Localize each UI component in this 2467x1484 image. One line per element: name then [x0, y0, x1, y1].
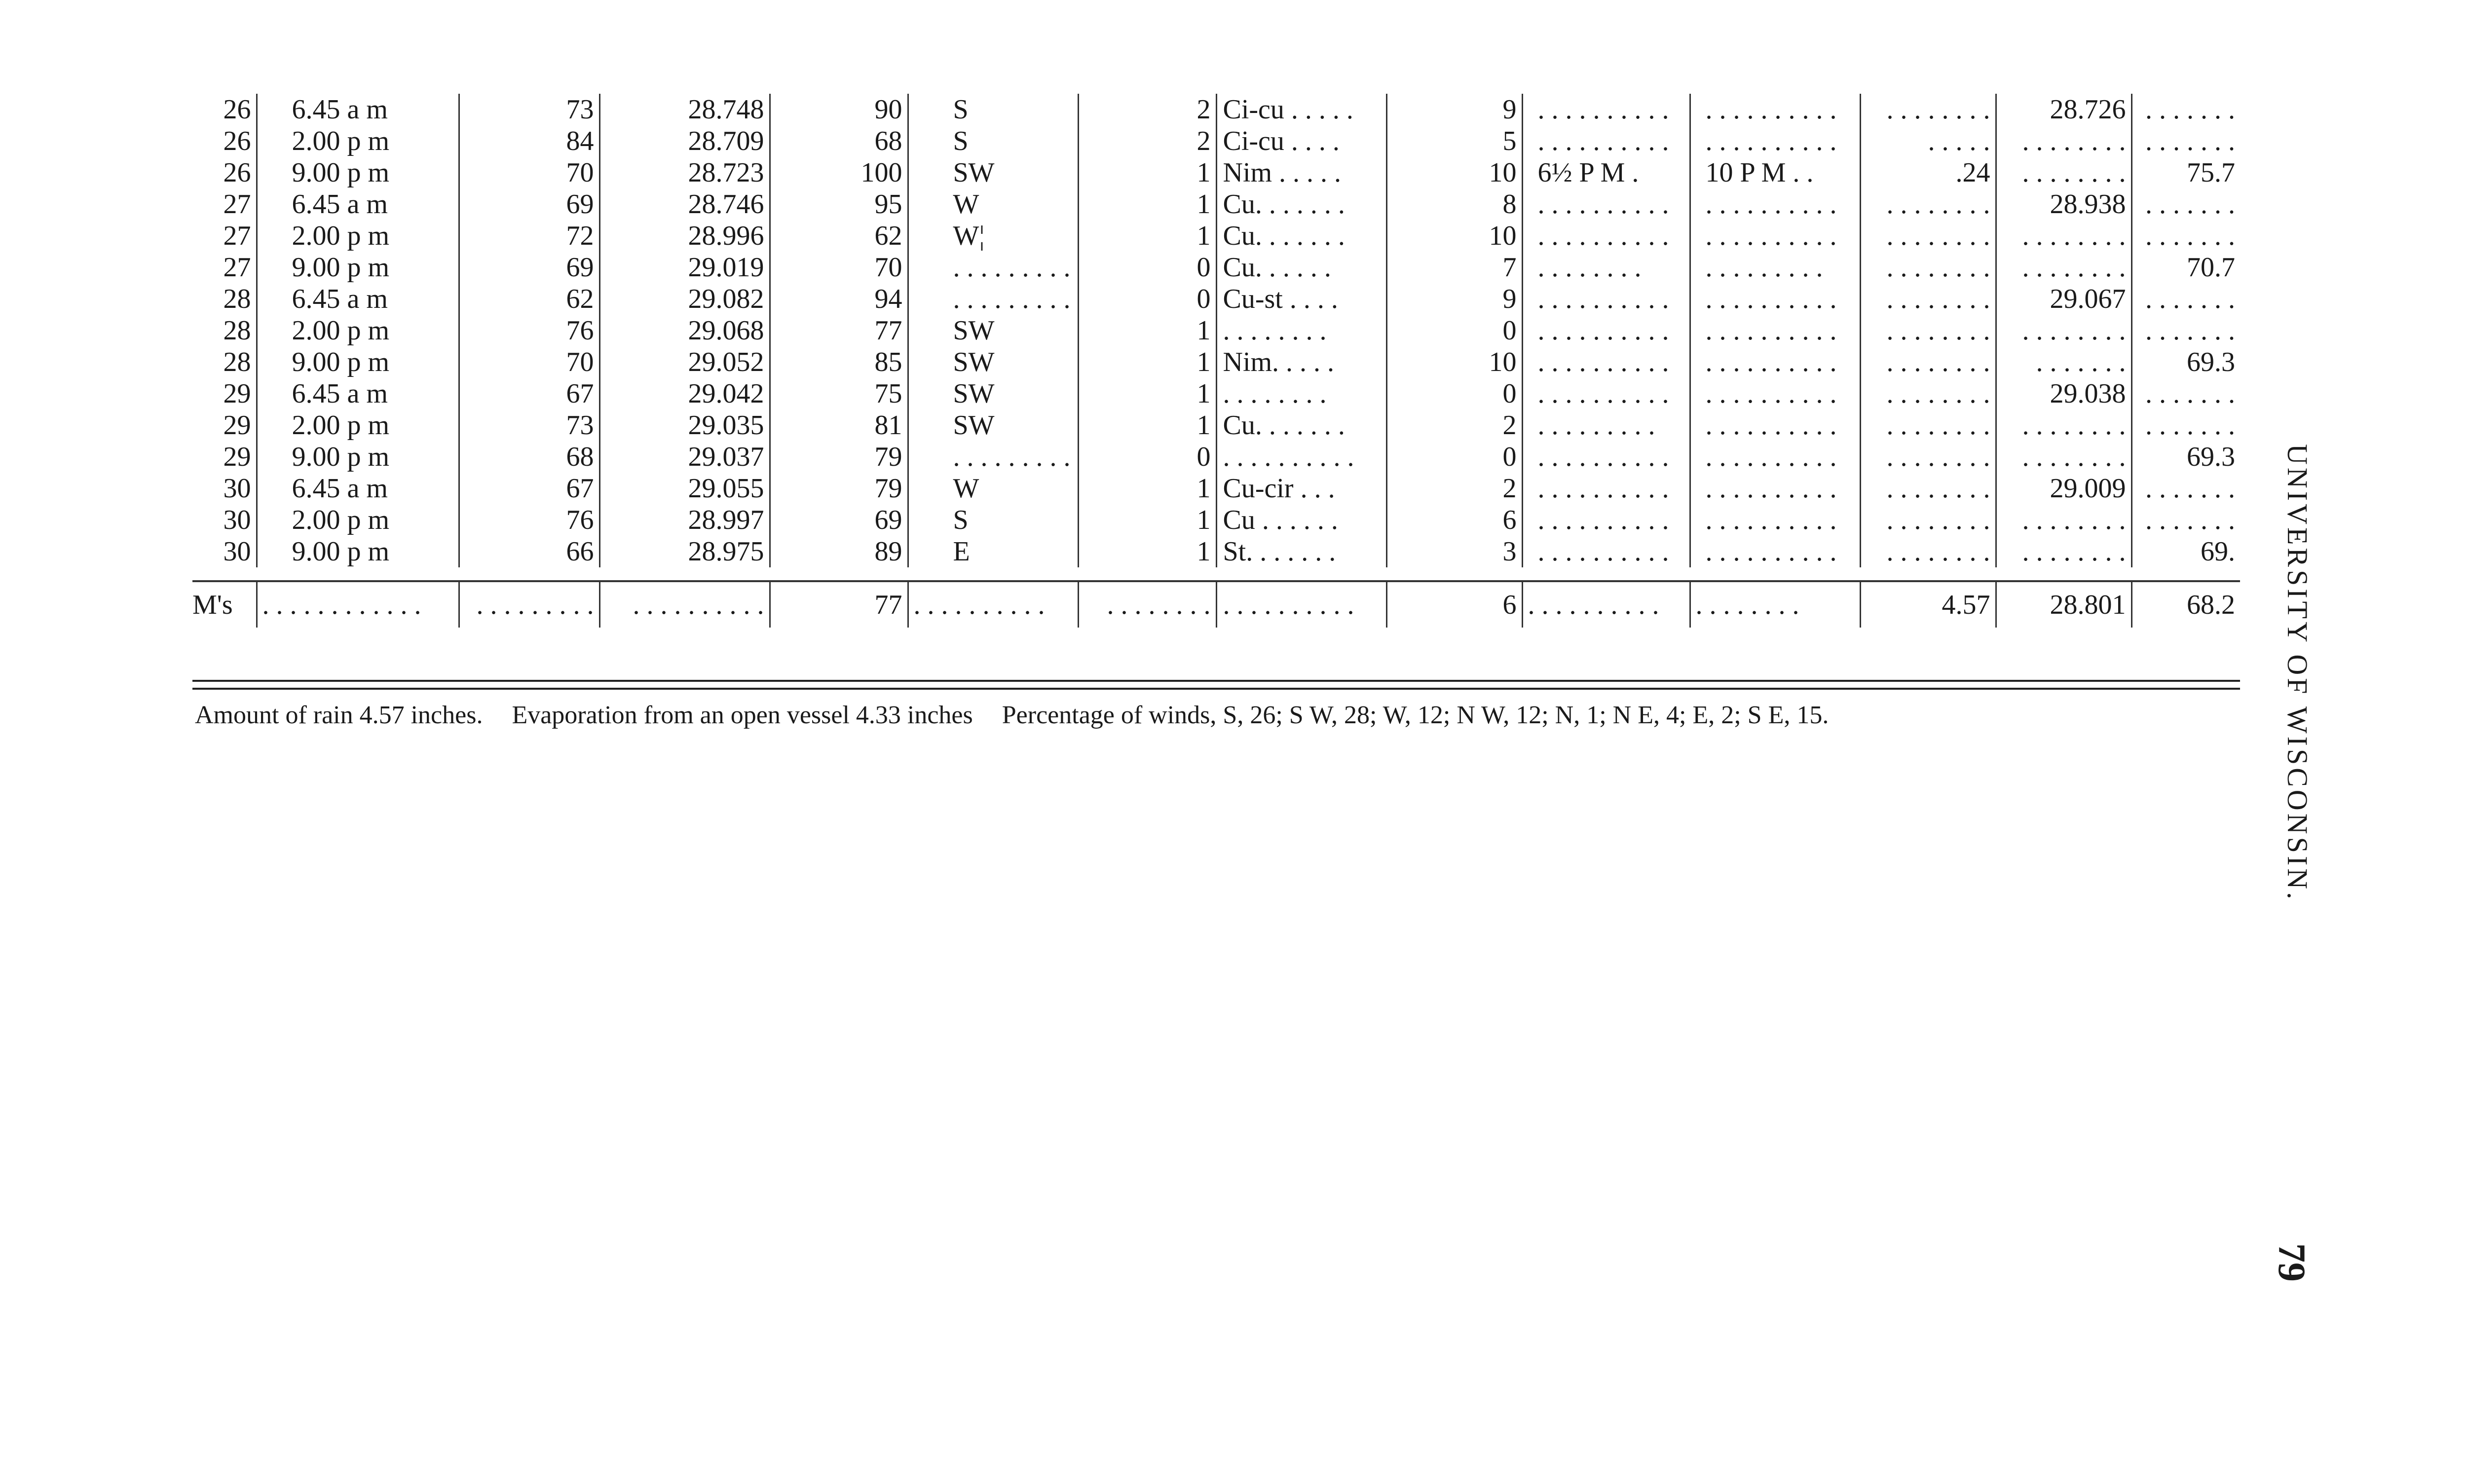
observations-body [192, 94, 2240, 567]
rain-end-cell: . . . . . . . . . . [1690, 409, 1860, 441]
wind-force-cell: 1 [1078, 315, 1216, 346]
temperature-mean-cell: 69. [2131, 536, 2240, 567]
weather-observations-table [192, 94, 2240, 628]
humidity-cell: 94 [770, 283, 908, 315]
wind-force-cell: 1 [1078, 378, 1216, 409]
table-row [192, 504, 2240, 536]
means-wind-force: . . . . . . . . [1078, 581, 1216, 628]
table-row [192, 157, 2240, 188]
cloud-kind-cell: Ci-cu . . . . [1216, 125, 1386, 157]
temperature-mean-cell: . . . . . . . [2131, 220, 2240, 252]
day-cell: 30 [223, 473, 251, 504]
temperature-mean-cell: . . . . . . . [2131, 188, 2240, 220]
humidity-cell: 85 [770, 346, 908, 378]
barometer-mean-cell: . . . . . . . . [1996, 504, 2131, 536]
temperature-cell: 69 [459, 252, 599, 283]
day-cell: 29 [223, 410, 251, 441]
rain-end-cell: . . . . . . . . . . [1690, 283, 1860, 315]
wind-direction-cell: S [908, 504, 1078, 536]
temperature-mean-cell: . . . . . . . [2131, 504, 2240, 536]
wind-direction-cell: W [908, 473, 1078, 504]
wind-force-cell: 1 [1078, 157, 1216, 188]
rain-amount-cell: . . . . . . . . [1860, 94, 1996, 125]
temperature-cell: 76 [459, 504, 599, 536]
day-cell: 28 [223, 284, 251, 314]
humidity-cell: 68 [770, 125, 908, 157]
cloud-amount-cell: 10 [1386, 220, 1522, 252]
cloud-kind-cell: Ci-cu . . . . . [1216, 94, 1386, 125]
rain-amount-cell: . . . . . . . . [1860, 441, 1996, 473]
temperature-cell: 62 [459, 283, 599, 315]
rain-amount-cell: . . . . . . . . [1860, 346, 1996, 378]
weather-observations-table-container [192, 94, 2240, 628]
cloud-amount-cell: 2 [1386, 473, 1522, 504]
barometer-mean-cell: 28.726 [1996, 94, 2131, 125]
day-cell: 30 [223, 505, 251, 535]
means-label: M's [192, 581, 257, 628]
wind-direction-cell: E [908, 536, 1078, 567]
day-cell: 27 [223, 189, 251, 220]
table-bottom-rule-lower [192, 688, 2240, 690]
means-cloud-kind: . . . . . . . . . . [1216, 581, 1386, 628]
means-rain-end: . . . . . . . . [1690, 581, 1860, 628]
barometer-cell: 29.035 [599, 409, 770, 441]
rain-begin-cell: . . . . . . . . . . [1522, 283, 1690, 315]
wind-direction-cell: SW [908, 409, 1078, 441]
barometer-cell: 28.997 [599, 504, 770, 536]
wind-force-cell: 0 [1078, 252, 1216, 283]
day-cell: 29 [223, 378, 251, 409]
rain-end-cell: . . . . . . . . . . [1690, 220, 1860, 252]
cloud-kind-cell: Cu. . . . . . [1216, 252, 1386, 283]
wind-direction-cell: . . . . . . . . . [908, 283, 1078, 315]
means-temperature-mean: 68.2 [2131, 581, 2240, 628]
barometer-mean-cell: . . . . . . . . [1996, 315, 2131, 346]
means-body [192, 567, 2240, 628]
wind-force-cell: 1 [1078, 473, 1216, 504]
cloud-amount-cell: 9 [1386, 94, 1522, 125]
barometer-mean-cell: . . . . . . . . [1996, 441, 2131, 473]
table-row [192, 220, 2240, 252]
cloud-amount-cell: 2 [1386, 409, 1522, 441]
humidity-cell: 62 [770, 220, 908, 252]
rain-begin-cell: . . . . . . . . . . [1522, 473, 1690, 504]
temperature-mean-cell: 70.7 [2131, 252, 2240, 283]
table-row [192, 188, 2240, 220]
wind-direction-cell: SW [908, 315, 1078, 346]
temperature-mean-cell: . . . . . . . [2131, 125, 2240, 157]
time-cell: 6.45 a m [257, 378, 459, 409]
cloud-amount-cell: 0 [1386, 441, 1522, 473]
rain-begin-cell: . . . . . . . . . . [1522, 378, 1690, 409]
temperature-cell: 70 [459, 346, 599, 378]
temperature-mean-cell: 69.3 [2131, 346, 2240, 378]
barometer-cell: 28.975 [599, 536, 770, 567]
table-bottom-rule-upper [192, 680, 2240, 682]
table-row [192, 536, 2240, 567]
wind-force-cell: 1 [1078, 504, 1216, 536]
time-cell: 6.45 a m [257, 473, 459, 504]
cloud-kind-cell: . . . . . . . . . . [1216, 441, 1386, 473]
cloud-kind-cell: Cu. . . . . . . [1216, 188, 1386, 220]
cloud-kind-cell: Cu-st . . . . [1216, 283, 1386, 315]
means-time: . . . . . . . . . . . . [257, 581, 459, 628]
running-head: UNIVERSITY OF WISCONSIN. [2281, 444, 2314, 902]
barometer-mean-cell: . . . . . . . . [1996, 125, 2131, 157]
day-cell: 26 [223, 126, 251, 156]
rain-end-cell: . . . . . . . . . . [1690, 536, 1860, 567]
barometer-mean-cell: . . . . . . . [1996, 346, 2131, 378]
time-cell: 9.00 p m [257, 346, 459, 378]
means-temperature: . . . . . . . . . [459, 581, 599, 628]
rain-amount-cell: . . . . . . . . [1860, 315, 1996, 346]
rain-end-cell: . . . . . . . . . . [1690, 378, 1860, 409]
cloud-kind-cell: St. . . . . . . [1216, 536, 1386, 567]
wind-force-cell: 1 [1078, 220, 1216, 252]
rain-amount-cell: . . . . . . . . [1860, 188, 1996, 220]
rain-end-cell: 10 P M . . [1690, 157, 1860, 188]
time-cell: 2.00 p m [257, 220, 459, 252]
temperature-cell: 67 [459, 473, 599, 504]
wind-force-cell: 2 [1078, 94, 1216, 125]
cloud-kind-cell: Cu. . . . . . . [1216, 220, 1386, 252]
wind-direction-cell: W¦ [908, 220, 1078, 252]
means-rain-begin: . . . . . . . . . . [1522, 581, 1690, 628]
footnote-wind-percentages: Percentage of winds, S, 26; S W, 28; W, 12; N W, 12; N, 1; N E, 4; E, 2; S E, 15. [1002, 701, 1829, 729]
temperature-mean-cell: . . . . . . . [2131, 283, 2240, 315]
wind-direction-cell: . . . . . . . . . [908, 441, 1078, 473]
barometer-cell: 29.052 [599, 346, 770, 378]
day-cell: 26 [223, 94, 251, 125]
temperature-cell: 76 [459, 315, 599, 346]
barometer-cell: 29.055 [599, 473, 770, 504]
cloud-amount-cell: 9 [1386, 283, 1522, 315]
footnote-rain-amount: Amount of rain 4.57 inches. [195, 701, 483, 729]
rain-amount-cell: . . . . . . . . [1860, 378, 1996, 409]
temperature-cell: 84 [459, 125, 599, 157]
cloud-amount-cell: 5 [1386, 125, 1522, 157]
cloud-kind-cell: Nim . . . . . [1216, 157, 1386, 188]
means-humidity: 77 [770, 581, 908, 628]
temperature-cell: 69 [459, 188, 599, 220]
rain-amount-cell: . . . . . . . . [1860, 220, 1996, 252]
table-row [192, 283, 2240, 315]
time-cell: 9.00 p m [257, 441, 459, 473]
humidity-cell: 70 [770, 252, 908, 283]
temperature-cell: 68 [459, 441, 599, 473]
wind-direction-cell: S [908, 94, 1078, 125]
rain-begin-cell: . . . . . . . . . . [1522, 346, 1690, 378]
temperature-cell: 67 [459, 378, 599, 409]
page-number: 79 [2271, 1243, 2314, 1282]
rain-begin-cell: . . . . . . . . [1522, 252, 1690, 283]
wind-force-cell: 2 [1078, 125, 1216, 157]
table-row [192, 125, 2240, 157]
rain-amount-cell: . . . . . . . . [1860, 473, 1996, 504]
day-cell: 28 [223, 347, 251, 377]
rain-end-cell: . . . . . . . . . . [1690, 504, 1860, 536]
table-row [192, 378, 2240, 409]
day-cell: 28 [223, 315, 251, 346]
wind-direction-cell: SW [908, 346, 1078, 378]
table-row [192, 473, 2240, 504]
table-footnote [195, 701, 1851, 730]
rain-begin-cell: . . . . . . . . . . [1522, 315, 1690, 346]
wind-direction-cell: SW [908, 378, 1078, 409]
wind-force-cell: 1 [1078, 536, 1216, 567]
wind-force-cell: 1 [1078, 409, 1216, 441]
time-cell: 6.45 a m [257, 188, 459, 220]
barometer-mean-cell: . . . . . . . . [1996, 536, 2131, 567]
barometer-cell: 28.746 [599, 188, 770, 220]
means-wind-direction: . . . . . . . . . . [908, 581, 1078, 628]
rain-amount-cell: . . . . . [1860, 125, 1996, 157]
rain-amount-cell: . . . . . . . . [1860, 252, 1996, 283]
humidity-cell: 79 [770, 473, 908, 504]
barometer-mean-cell: 29.038 [1996, 378, 2131, 409]
temperature-cell: 73 [459, 409, 599, 441]
barometer-mean-cell: 29.009 [1996, 473, 2131, 504]
temperature-cell: 70 [459, 157, 599, 188]
wind-direction-cell: SW [908, 157, 1078, 188]
table-row [192, 315, 2240, 346]
wind-force-cell: 0 [1078, 441, 1216, 473]
rain-amount-cell: .24 [1860, 157, 1996, 188]
cloud-amount-cell: 10 [1386, 157, 1522, 188]
humidity-cell: 77 [770, 315, 908, 346]
rain-end-cell: . . . . . . . . . . [1690, 473, 1860, 504]
day-cell: 27 [223, 221, 251, 251]
temperature-mean-cell: . . . . . . . [2131, 473, 2240, 504]
spacer-row [192, 567, 2240, 581]
temperature-mean-cell: . . . . . . . [2131, 94, 2240, 125]
barometer-cell: 29.037 [599, 441, 770, 473]
time-cell: 6.45 a m [257, 283, 459, 315]
means-row [192, 581, 2240, 628]
rain-end-cell: . . . . . . . . . . [1690, 315, 1860, 346]
temperature-mean-cell: . . . . . . . [2131, 315, 2240, 346]
table-row [192, 346, 2240, 378]
time-cell: 6.45 a m [257, 94, 459, 125]
rain-begin-cell: . . . . . . . . . . [1522, 188, 1690, 220]
barometer-cell: 29.042 [599, 378, 770, 409]
barometer-mean-cell: . . . . . . . . [1996, 252, 2131, 283]
temperature-cell: 72 [459, 220, 599, 252]
cloud-kind-cell: Cu. . . . . . . [1216, 409, 1386, 441]
time-cell: 9.00 p m [257, 252, 459, 283]
rain-end-cell: . . . . . . . . . . [1690, 346, 1860, 378]
humidity-cell: 100 [770, 157, 908, 188]
wind-direction-cell: . . . . . . . . . [908, 252, 1078, 283]
time-cell: 2.00 p m [257, 504, 459, 536]
table-row [192, 409, 2240, 441]
rain-amount-cell: . . . . . . . . [1860, 409, 1996, 441]
time-cell: 2.00 p m [257, 125, 459, 157]
cloud-amount-cell: 0 [1386, 315, 1522, 346]
rain-begin-cell: . . . . . . . . . . [1522, 504, 1690, 536]
barometer-cell: 28.748 [599, 94, 770, 125]
cloud-kind-cell: . . . . . . . . [1216, 315, 1386, 346]
time-cell: 2.00 p m [257, 409, 459, 441]
time-cell: 9.00 p m [257, 157, 459, 188]
day-cell: 27 [223, 252, 251, 283]
cloud-kind-cell: Nim. . . . . [1216, 346, 1386, 378]
cloud-amount-cell: 6 [1386, 504, 1522, 536]
temperature-mean-cell: 75.7 [2131, 157, 2240, 188]
barometer-mean-cell: 28.938 [1996, 188, 2131, 220]
temperature-cell: 66 [459, 536, 599, 567]
barometer-cell: 29.019 [599, 252, 770, 283]
rain-amount-cell: . . . . . . . . [1860, 283, 1996, 315]
table-row [192, 252, 2240, 283]
footnote-evaporation: Evaporation from an open vessel 4.33 inches [512, 701, 973, 729]
temperature-mean-cell: 69.3 [2131, 441, 2240, 473]
barometer-cell: 28.723 [599, 157, 770, 188]
humidity-cell: 75 [770, 378, 908, 409]
temperature-mean-cell: . . . . . . . [2131, 409, 2240, 441]
cloud-kind-cell: Cu . . . . . . [1216, 504, 1386, 536]
time-cell: 9.00 p m [257, 536, 459, 567]
wind-force-cell: 1 [1078, 346, 1216, 378]
barometer-mean-cell: . . . . . . . . [1996, 220, 2131, 252]
rain-begin-cell: . . . . . . . . . . [1522, 125, 1690, 157]
humidity-cell: 69 [770, 504, 908, 536]
rain-amount-cell: . . . . . . . . [1860, 504, 1996, 536]
means-rain-amount: 4.57 [1860, 581, 1996, 628]
rain-end-cell: . . . . . . . . . . [1690, 188, 1860, 220]
wind-force-cell: 1 [1078, 188, 1216, 220]
temperature-cell: 73 [459, 94, 599, 125]
barometer-mean-cell: . . . . . . . . [1996, 157, 2131, 188]
barometer-cell: 29.082 [599, 283, 770, 315]
rain-begin-cell: . . . . . . . . . . [1522, 94, 1690, 125]
wind-force-cell: 0 [1078, 283, 1216, 315]
cloud-amount-cell: 8 [1386, 188, 1522, 220]
time-cell: 2.00 p m [257, 315, 459, 346]
day-cell: 29 [223, 442, 251, 472]
means-cloud-amount: 6 [1386, 581, 1522, 628]
rain-begin-cell: . . . . . . . . . . [1522, 536, 1690, 567]
cloud-amount-cell: 0 [1386, 378, 1522, 409]
humidity-cell: 79 [770, 441, 908, 473]
cloud-amount-cell: 10 [1386, 346, 1522, 378]
barometer-mean-cell: 29.067 [1996, 283, 2131, 315]
means-barometer-mean: 28.801 [1996, 581, 2131, 628]
cloud-amount-cell: 3 [1386, 536, 1522, 567]
barometer-cell: 28.709 [599, 125, 770, 157]
table-row [192, 94, 2240, 125]
day-cell: 30 [223, 536, 251, 567]
humidity-cell: 89 [770, 536, 908, 567]
rain-end-cell: . . . . . . . . . . [1690, 125, 1860, 157]
temperature-mean-cell: . . . . . . . [2131, 378, 2240, 409]
barometer-cell: 28.996 [599, 220, 770, 252]
humidity-cell: 90 [770, 94, 908, 125]
day-cell: 26 [223, 157, 251, 188]
rain-begin-cell: . . . . . . . . . . [1522, 441, 1690, 473]
means-barometer: . . . . . . . . . . [599, 581, 770, 628]
barometer-mean-cell: . . . . . . . . [1996, 409, 2131, 441]
rain-begin-cell: 6½ P M . [1522, 157, 1690, 188]
cloud-kind-cell: . . . . . . . . [1216, 378, 1386, 409]
wind-direction-cell: S [908, 125, 1078, 157]
rain-end-cell: . . . . . . . . . . [1690, 94, 1860, 125]
cloud-kind-cell: Cu-cir . . . [1216, 473, 1386, 504]
rain-amount-cell: . . . . . . . . [1860, 536, 1996, 567]
rain-begin-cell: . . . . . . . . . [1522, 409, 1690, 441]
humidity-cell: 81 [770, 409, 908, 441]
humidity-cell: 95 [770, 188, 908, 220]
rain-end-cell: . . . . . . . . . . [1690, 441, 1860, 473]
barometer-cell: 29.068 [599, 315, 770, 346]
rain-end-cell: . . . . . . . . . [1690, 252, 1860, 283]
wind-direction-cell: W [908, 188, 1078, 220]
cloud-amount-cell: 7 [1386, 252, 1522, 283]
rain-begin-cell: . . . . . . . . . . [1522, 220, 1690, 252]
table-row [192, 441, 2240, 473]
